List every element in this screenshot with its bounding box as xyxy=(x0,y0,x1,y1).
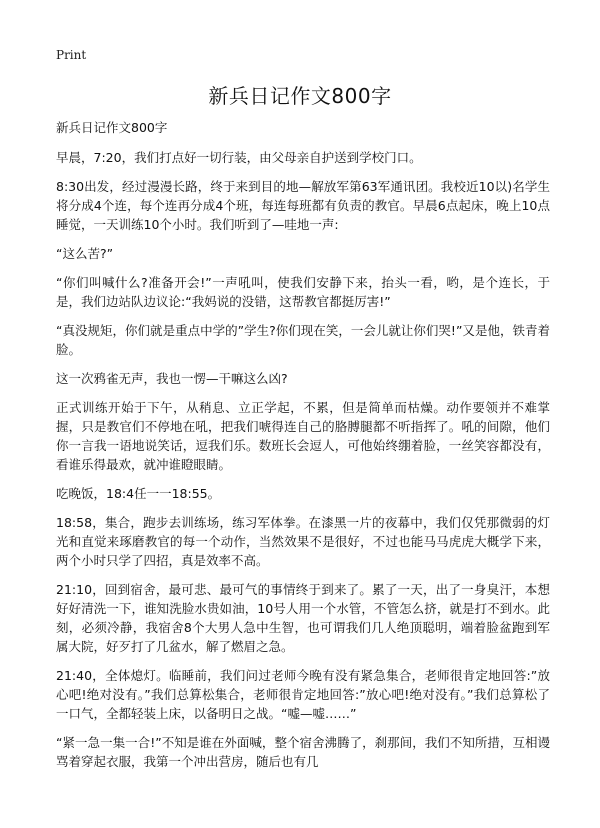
paragraph-subtitle: 新兵日记作文800字 xyxy=(56,120,168,135)
paragraph: “你们叫喊什么?准备开会!”一声吼叫，使我们安静下来，抬头一看，哟，是个连长，于是，我们边站队边议论:“我妈说的没错，这帮教官都挺厉害!” xyxy=(56,275,550,309)
paragraph: 早晨，7:20，我们打点好一切行装，由父母亲自护送到学校门口。 xyxy=(56,150,422,165)
print-link[interactable]: Print xyxy=(56,48,87,62)
paragraph: “真没规矩，你们就是重点中学的”学生?你们现在笑，一会儿就让你们哭!”又是他，铁青着脸。 xyxy=(56,323,550,357)
paragraph: “紧一急一集一合!”不知是谁在外面喊，整个宿舍沸腾了，刹那间，我们不知所措，互相谩骂着穿起衣服，我第一个冲出营房，随后也有几 xyxy=(56,735,550,769)
page-title: 新兵日记作文800字 xyxy=(208,84,392,108)
paragraph: 21:40，全体熄灯。临睡前，我们问过老师今晚有没有紧急集合，老师很肯定地回答:”放心吧!绝对没有。”我们总算松集合，老师很肯定地回答:”放心吧!绝对没有。”我们总算松了一口气，全都轻装上床，以备明日之战。“嘘—嘘……” xyxy=(56,668,550,721)
paragraph: 21:10，回到宿舍，最可悲、最可气的事情终于到来了。累了一天，出了一身臭汗，本想好好清洗一下，谁知洗脸水贵如油，10号人用一个水管，不管怎么挤，就是打不到水。此刻，必须冷静，我宿舍8个大男人急中生智，也可谓我们几人绝顶聪明，端着脸盆跑到军属大院，好歹打了几盆水，解了燃眉之急。 xyxy=(56,582,550,654)
paragraph: 18:58，集合，跑步去训练场，练习军体拳。在漆黑一片的夜幕中，我们仅凭那微弱的灯光和直觉来琢磨教官的每一个动作，当然效果不是很好，不过也能马马虎虎大概学下来，两个小时只学了四招，真是效率不高。 xyxy=(56,515,550,568)
paragraph: 这一次鸦雀无声，我也一愣—干嘛这么凶? xyxy=(56,371,288,386)
paragraph: 吃晚饭，18:4任一一18:55。 xyxy=(56,486,221,501)
paragraph: “这么苦?” xyxy=(56,246,114,261)
article-body xyxy=(56,118,550,781)
paragraph: 8:30出发，经过漫漫长路，终于来到目的地—解放军第63军通讯团。我校近10以)名学生将分成4个连，每个连再分成4个班，每连每班都有负责的教官。早晨6点起床，晚上10点睡觉，一天训练10个小时。我们听到了—哇地一声: xyxy=(56,179,550,232)
paragraph: 正式训练开始于下午，从稍息、立正学起，不累，但是简单而枯燥。动作要领并不难掌握，只是教官们不停地在吼，把我们唬得连自己的胳膊腿都不听指挥了。吼的间隙，他们你一言我一语地说笑话，逗我们乐。数班长会逗人，可他始终绷着脸，一丝笑容都没有，看谁乐得最欢，就冲谁瞪眼睛。 xyxy=(56,400,550,472)
